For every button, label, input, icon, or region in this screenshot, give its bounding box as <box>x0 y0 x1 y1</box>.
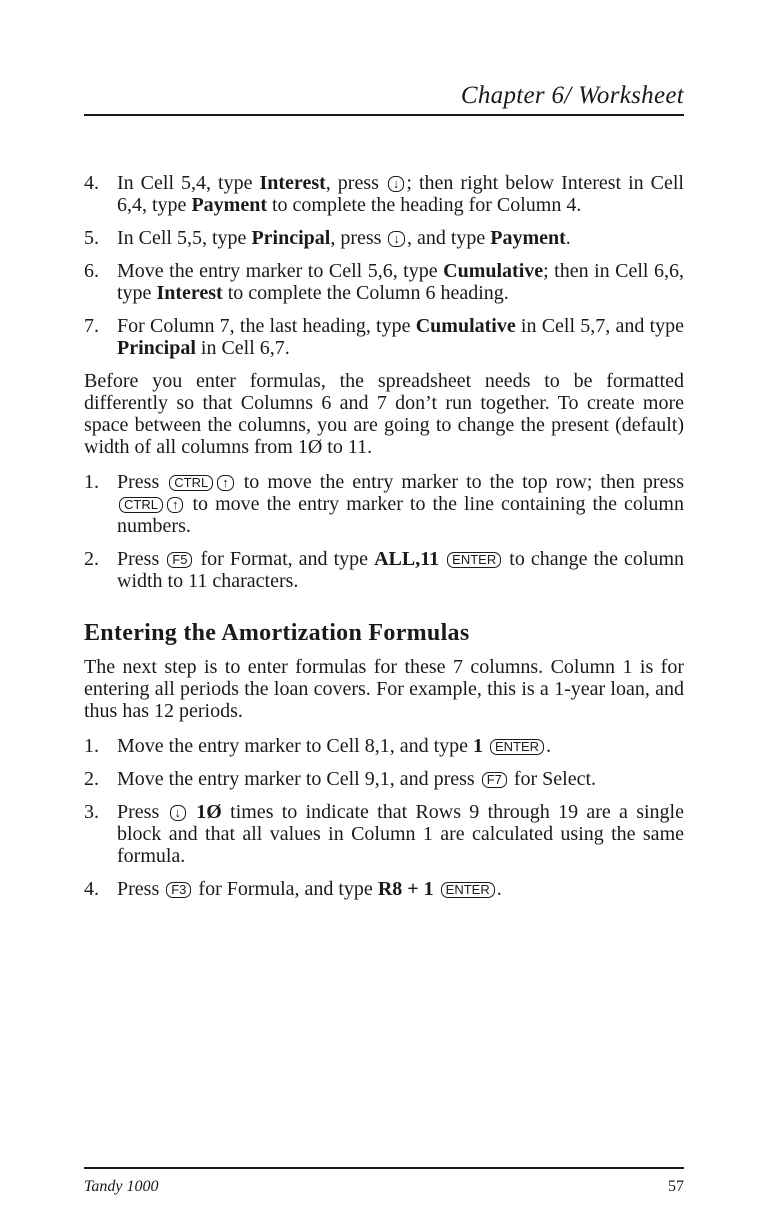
keycap-up-arrow: ↑ <box>167 497 184 513</box>
keycap-enter: ENTER <box>441 882 495 898</box>
page-body <box>84 172 684 911</box>
paragraph-formulas: The next step is to enter formulas for these 7 columns. Column 1 is for entering all periods the loan covers. For example, this is a 1-year loan, and thus has 12 periods. <box>84 656 684 722</box>
text-run: ; then in Cell 6,6, type <box>117 260 684 304</box>
text-run: to complete the Column 6 heading. <box>222 282 509 304</box>
text-run: times to indicate that Rows 9 through 19 are a single block and that all values in Column 1 are calculated using the same formula. <box>117 801 684 867</box>
text-run <box>439 548 445 570</box>
list-item-number: 1. <box>84 735 99 757</box>
step-list-formulas <box>84 735 684 900</box>
list-item <box>84 315 684 359</box>
keycap-f5: F5 <box>167 552 192 568</box>
text-run: for Select. <box>508 768 597 790</box>
list-item-number: 1. <box>84 471 99 493</box>
keycap-ctrl: CTRL <box>169 475 213 491</box>
footer-book-title: Tandy 1000 <box>84 1178 159 1195</box>
text-run <box>483 735 488 757</box>
keycap-down-arrow: ↓ <box>170 805 187 821</box>
list-item <box>84 227 684 249</box>
list-item <box>84 801 684 867</box>
step-list-format <box>84 471 684 592</box>
list-item-number: 2. <box>84 548 99 570</box>
bold-text: Principal <box>251 227 331 249</box>
text-run: Press <box>117 548 166 570</box>
text-run: . <box>565 227 571 249</box>
list-item <box>84 878 684 900</box>
text-run: , and type <box>406 227 491 249</box>
list-item-number: 2. <box>84 768 99 790</box>
bold-text: ALL,11 <box>374 548 440 570</box>
text-run: Press <box>117 471 168 493</box>
text-run: to complete the heading for Column 4. <box>266 194 582 216</box>
step-list-headings <box>84 172 684 359</box>
text-run <box>434 878 439 900</box>
text-run: , press <box>330 227 387 249</box>
text-run: For Column 7, the last heading, type <box>117 315 416 337</box>
text-run: Move the entry marker to Cell 8,1, and type <box>117 735 474 757</box>
bold-text: 1Ø <box>188 801 222 823</box>
keycap-f7: F7 <box>482 772 507 788</box>
list-item <box>84 735 684 757</box>
footer-rule <box>84 1167 684 1169</box>
list-item <box>84 172 684 216</box>
text-run: to move the entry marker to the top row; then press <box>235 471 684 493</box>
paragraph-format: Before you enter formulas, the spreadsheet needs to be formatted differently so that Columns 6 and 7 don’t run together. To create more space between the columns, you are going to change the present (default) width of all columns from 1Ø to 11. <box>84 370 684 458</box>
page-header-title: Chapter 6/ Worksheet <box>460 82 684 109</box>
text-run: In Cell 5,5, type <box>117 227 252 249</box>
list-item-number: 7. <box>84 315 99 337</box>
text-run: . <box>496 878 502 900</box>
text-run: ; then right below Interest in Cell 6,4, type <box>117 172 684 216</box>
text-run: Press <box>117 878 165 900</box>
text-run: Press <box>117 801 168 823</box>
header-rule <box>84 114 684 116</box>
text-run: in Cell 5,7, and type <box>515 315 685 337</box>
text-run: to move the entry marker to the line containing the column numbers. <box>117 493 684 537</box>
list-item-number: 5. <box>84 227 99 249</box>
list-item <box>84 260 684 304</box>
keycap-down-arrow: ↓ <box>388 231 405 247</box>
bold-text: R8 + 1 <box>377 878 434 900</box>
list-item-number: 4. <box>84 172 99 194</box>
text-run: In Cell 5,4, type <box>117 172 260 194</box>
text-run: to change the column width to 11 characters. <box>117 548 685 592</box>
list-item-number: 6. <box>84 260 99 282</box>
text-run: for Format, and type <box>194 548 375 570</box>
bold-text: Cumulative <box>443 260 544 282</box>
list-item <box>84 548 684 592</box>
list-item-number: 4. <box>84 878 99 900</box>
keycap-enter: ENTER <box>490 739 544 755</box>
list-item <box>84 768 684 790</box>
text-run: Move the entry marker to Cell 5,6, type <box>117 260 444 282</box>
text-run: . <box>546 735 552 757</box>
text-run: in Cell 6,7. <box>195 337 290 359</box>
keycap-enter: ENTER <box>447 552 501 568</box>
bold-text: Interest <box>156 282 223 304</box>
text-run: for Formula, and type <box>193 878 378 900</box>
bold-text: Interest <box>259 172 326 194</box>
keycap-f3: F3 <box>166 882 191 898</box>
keycap-up-arrow: ↑ <box>217 475 234 491</box>
bold-text: Principal <box>117 337 196 359</box>
bold-text: Payment <box>191 194 267 216</box>
text-run: Move the entry marker to Cell 9,1, and press <box>117 768 480 790</box>
section-heading: Entering the Amortization Formulas <box>84 620 470 646</box>
list-item-number: 3. <box>84 801 99 823</box>
bold-text: Payment <box>490 227 566 249</box>
bold-text: Cumulative <box>415 315 516 337</box>
bold-text: 1 <box>473 735 484 757</box>
text-run: , press <box>325 172 386 194</box>
page-number: 57 <box>668 1178 684 1195</box>
keycap-down-arrow: ↓ <box>388 176 405 192</box>
keycap-ctrl: CTRL <box>119 497 163 513</box>
list-item <box>84 471 684 537</box>
